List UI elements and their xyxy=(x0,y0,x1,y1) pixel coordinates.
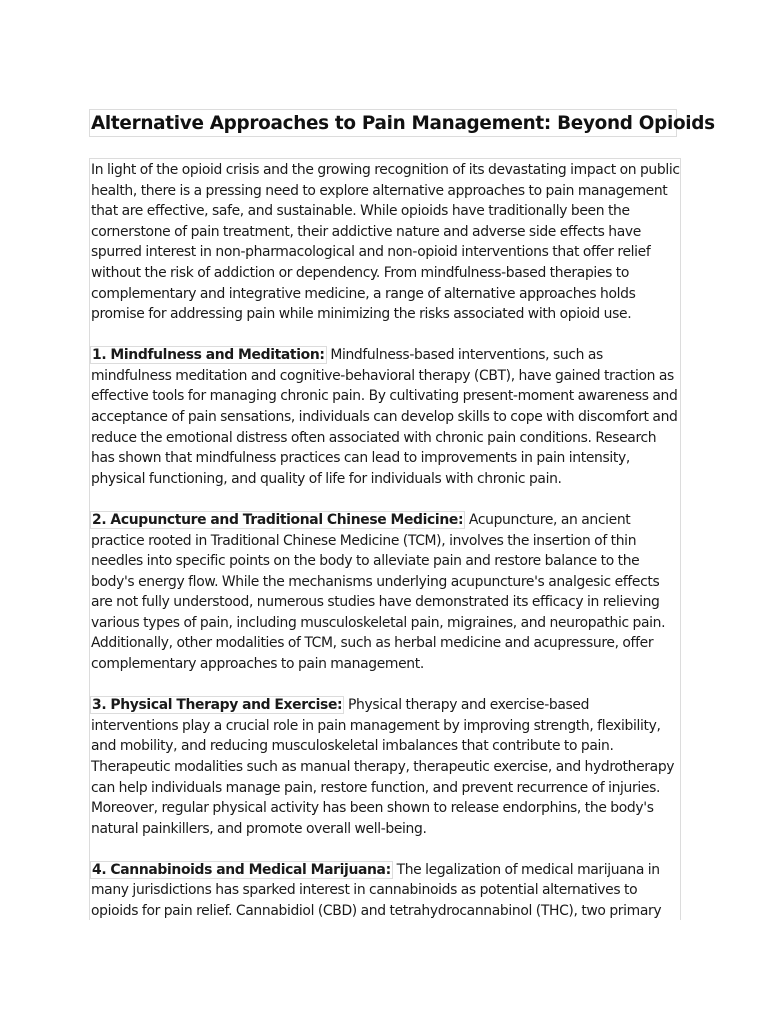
document-title: Alternative Approaches to Pain Management: Beyond Opioids xyxy=(91,112,715,134)
document-body xyxy=(89,158,681,920)
section-paragraph xyxy=(91,345,680,489)
document-title-box xyxy=(89,109,715,137)
section-text: Physical therapy and exercise-based interventions play a crucial role in pain management by improving strength, flexibility, and mobility, and reducing musculoskeletal imbalances that contribute to pain. Therapeutic modalities such as manual therapy, therapeutic exercise, and hydrotherapy can help individuals manage pain, restore function, and prevent recurrence of injuries. Moreover, regular physical activity has been shown to release endorphins, the body's natural painkillers, and promote overall well-being. xyxy=(91,697,675,837)
section-text: Acupuncture, an ancient practice rooted in Traditional Chinese Medicine (TCM), involves the insertion of thin needles into specific points on the body to alleviate pain and restore balance to the body's energy flow. While the mechanisms underlying acupuncture's analgesic effects are not fully understood, numerous studies have demonstrated its efficacy in relieving various types of pain, including musculoskeletal pain, migraines, and neuropathic pain. Additionally, other modalities of TCM, such as herbal medicine and acupressure, offer complementary approaches to pain management. xyxy=(91,511,666,673)
section-heading: 3. Physical Therapy and Exercise: xyxy=(92,697,343,714)
section-paragraph xyxy=(91,695,680,839)
intro-paragraph: In light of the opioid crisis and the growing recognition of its devastating impact on public health, there is a pressing need to explore alternative approaches to pain management that are effective, safe, and sustainable. While opioids have traditionally been the cornerstone of pain treatment, their addictive nature and adverse side effects have spurred interest in non-pharmacological and non-opioid interventions that offer relief without the risk of addiction or dependency. From mindfulness-based therapies to complementary and integrative medicine, a range of alternative approaches holds promise for addressing pain while minimizing the risks associated with opioid use. xyxy=(91,162,680,323)
section-text: Mindfulness-based interventions, such as mindfulness meditation and cognitive-behavioral therapy (CBT), have gained traction as effective tools for managing chronic pain. By cultivating present-moment awareness and acceptance of pain sensations, individuals can develop skills to cope with discomfort and reduce the emotional distress often associated with chronic pain conditions. Research has shown that mindfulness practices can lead to improvements in pain intensity, physical functioning, and quality of life for individuals with chronic pain. xyxy=(91,347,678,487)
section-heading: 2. Acupuncture and Traditional Chinese Medicine: xyxy=(92,511,464,528)
section-paragraph xyxy=(91,860,680,920)
section-heading: 4. Cannabinoids and Medical Marijuana: xyxy=(92,861,391,878)
section-text: The legalization of medical marijuana in many jurisdictions has sparked interest in cannabinoids as potential alternatives to opioids for pain relief. Cannabidiol (CBD) and tetrahydrocannabinol (THC), two primary xyxy=(91,861,662,919)
section-heading: 1. Mindfulness and Meditation: xyxy=(92,347,325,364)
section-paragraph xyxy=(91,510,680,675)
